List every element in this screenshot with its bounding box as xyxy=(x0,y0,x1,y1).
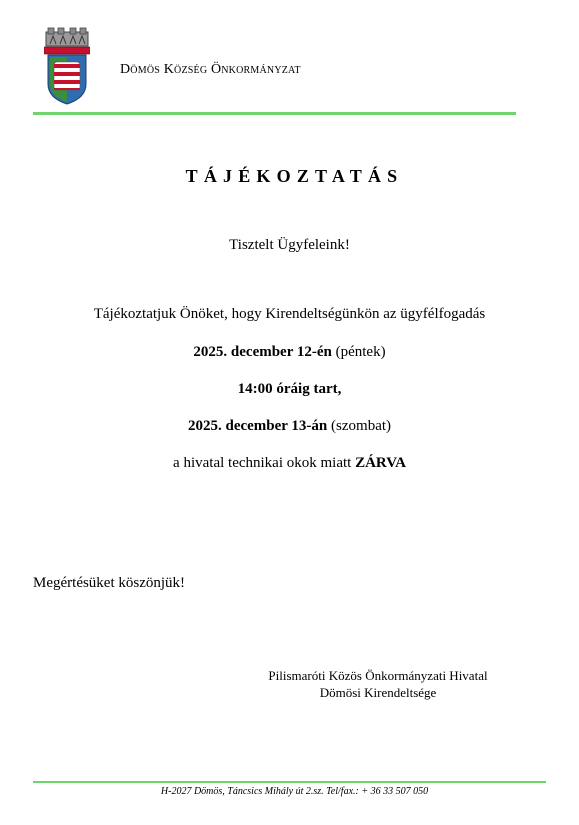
coat-of-arms-logo xyxy=(44,26,90,106)
date-1: 2025. december 12-én xyxy=(193,344,332,360)
signature-line-1: Pilismaróti Közös Önkormányzati Hivatal xyxy=(268,668,488,683)
intro-text: Tájékoztatjuk Önöket, hogy Kirendeltségünkön az ügyfélfogadás xyxy=(93,306,486,322)
signature-line-2: Dömösi Kirendeltsége xyxy=(319,685,437,700)
date-2-day: (szombat) xyxy=(327,418,392,434)
date-2: 2025. december 13-án xyxy=(187,418,328,434)
date-line-1 xyxy=(0,344,579,361)
date-1-day: (péntek) xyxy=(331,344,386,360)
closed-word: ZÁRVA xyxy=(355,455,406,471)
closed-line xyxy=(0,455,579,472)
greeting: Tisztelt Ügyfeleink! xyxy=(229,237,350,253)
organization-name: Dömös Község Önkormányzat xyxy=(120,62,301,77)
footer-divider xyxy=(33,781,546,783)
page-header xyxy=(44,26,524,106)
header-divider xyxy=(33,112,516,115)
date-line-2 xyxy=(0,418,579,435)
notice-title: TÁJÉKOZTATÁS xyxy=(185,166,404,186)
hours-line: 14:00 óráig tart, xyxy=(237,381,342,397)
footer-address: H-2027 Dömös, Táncsics Mihály út 2.sz. Tel/fax.: + 36 33 507 050 xyxy=(160,786,429,797)
thanks-text: Megértésüket köszönjük! xyxy=(33,575,186,591)
closed-reason: a hivatal technikai okok miatt xyxy=(173,455,356,471)
